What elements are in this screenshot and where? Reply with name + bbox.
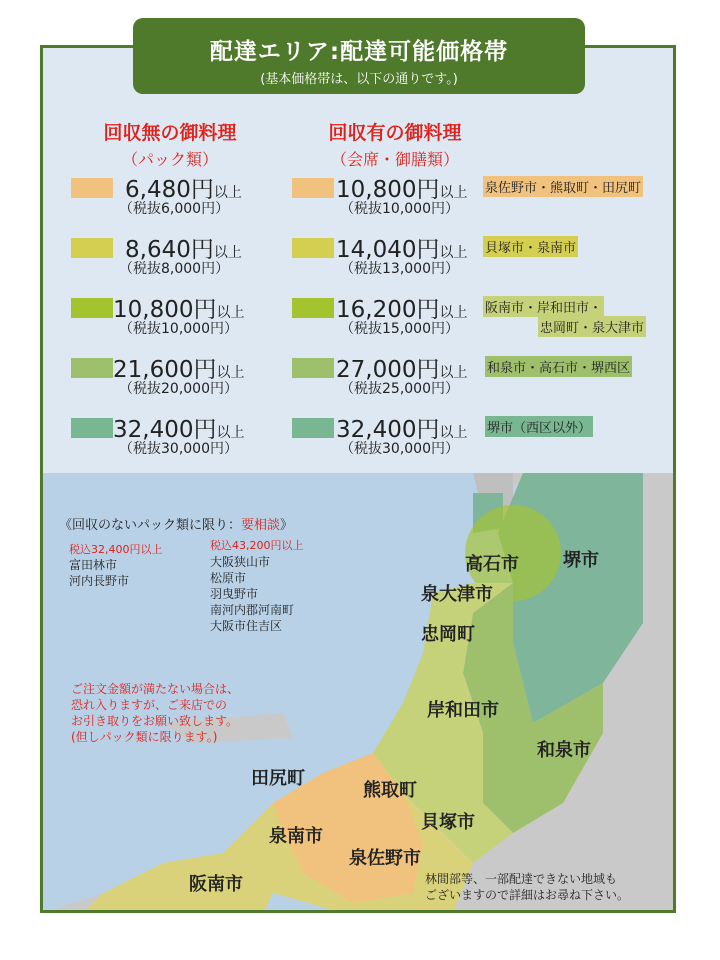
area-label: 忠岡町・泉大津市 [538,316,646,337]
city-tadaoka: 忠岡町 [421,624,475,645]
notice-line: (但しパック類に限ります。) [71,730,218,744]
consult-title: 《回収のないパック類に限り：要相談》 [59,518,294,533]
price-value: 32,400円以上 [113,417,245,443]
consult-group1-city: 河内長野市 [69,574,130,588]
city-kishiwada: 岸和田市 [427,700,499,721]
consult-group2-city: 松原市 [210,571,247,585]
price-swatch [292,298,334,318]
price-tax: （税抜10,000円） [119,321,238,337]
right-price-row [292,236,672,286]
notice-line: 恐れ入りますが、ご来店での [71,698,228,712]
right-price-row [292,356,672,406]
footer-note-line: 林間部等、一部配達できない地域も [425,872,618,886]
area-label: 泉佐野市・熊取町・田尻町 [483,176,643,197]
right-price-row [292,296,672,346]
right-price-row [292,176,672,226]
city-kumatori: 熊取町 [363,780,417,801]
price-value: 10,800円以上 [113,297,245,323]
page-title: 配達エリア:配達可能価格帯 [209,39,509,65]
right-column-header: 回収有の御料理 （会席・御膳類） [328,122,462,169]
price-value: 6,480円以上 [125,177,242,203]
city-kaizuka: 貝塚市 [421,812,475,833]
left-price-row [71,356,291,406]
city-izumisano: 泉佐野市 [349,848,421,869]
price-swatch [71,418,113,438]
price-tax: （税抜30,000円） [340,441,459,457]
price-swatch [71,238,113,258]
price-tax: （税抜20,000円） [119,381,238,397]
area-label: 阪南市・岸和田市・ [483,296,604,317]
price-value: 21,600円以上 [113,357,245,383]
consult-group1-price: 税込32,400円以上 [69,543,163,556]
notice-line: ご注文金額が満たない場合は、 [71,682,240,696]
city-hannan: 阪南市 [189,874,243,895]
city-tajiri: 田尻町 [251,768,305,789]
price-value: 14,040円以上 [336,237,468,263]
price-tax: （税抜6,000円） [119,201,230,217]
page-header [133,18,585,94]
page-subtitle: (基本価格帯は、以下の通りです。) [260,72,458,87]
price-tax: （税抜30,000円） [119,441,238,457]
price-swatch [292,418,334,438]
left-price-row [71,236,291,286]
consult-group2-city: 大阪市住吉区 [210,619,283,633]
price-value: 27,000円以上 [336,357,468,383]
consult-group1-city: 富田林市 [69,558,118,572]
left-price-row [71,416,291,466]
consult-group2-city: 大阪狭山市 [210,555,271,569]
city-takaishi: 高石市 [465,554,519,575]
price-swatch [71,178,113,198]
price-tax: （税抜25,000円） [340,381,459,397]
consult-group2-city: 南河内郡河南町 [210,603,295,617]
area-label: 貝塚市・泉南市 [483,236,578,257]
left-price-row [71,296,291,346]
price-swatch [292,178,334,198]
footer-note-line: ございますので詳細はお尋ね下さい。 [425,888,630,902]
city-izumiotsu: 泉大津市 [421,584,493,605]
price-tax: （税抜10,000円） [340,201,459,217]
price-value: 10,800円以上 [336,177,468,203]
notice-line: お引き取りをお願い致します。 [71,714,239,728]
price-value: 16,200円以上 [336,297,468,323]
city-izumi: 和泉市 [537,740,591,761]
price-swatch [292,358,334,378]
price-swatch [71,298,113,318]
city-sakai: 堺市 [563,550,599,571]
consult-group2-price: 税込43,200円以上 [210,539,304,552]
city-sennan: 泉南市 [269,826,323,847]
area-label: 和泉市・高石市・堺西区 [485,356,632,377]
left-column-header: 回収無の御料理 （パック類） [103,122,237,169]
price-tax: （税抜8,000円） [119,261,230,277]
price-tax: （税抜13,000円） [340,261,459,277]
left-price-row [71,176,291,226]
consult-group2-city: 羽曳野市 [210,587,259,601]
area-label: 堺市（西区以外） [485,416,593,437]
price-tax: （税抜15,000円） [340,321,459,337]
price-swatch [71,358,113,378]
price-value: 8,640円以上 [125,237,242,263]
right-price-row [292,416,672,466]
price-value: 32,400円以上 [336,417,468,443]
price-swatch [292,238,334,258]
